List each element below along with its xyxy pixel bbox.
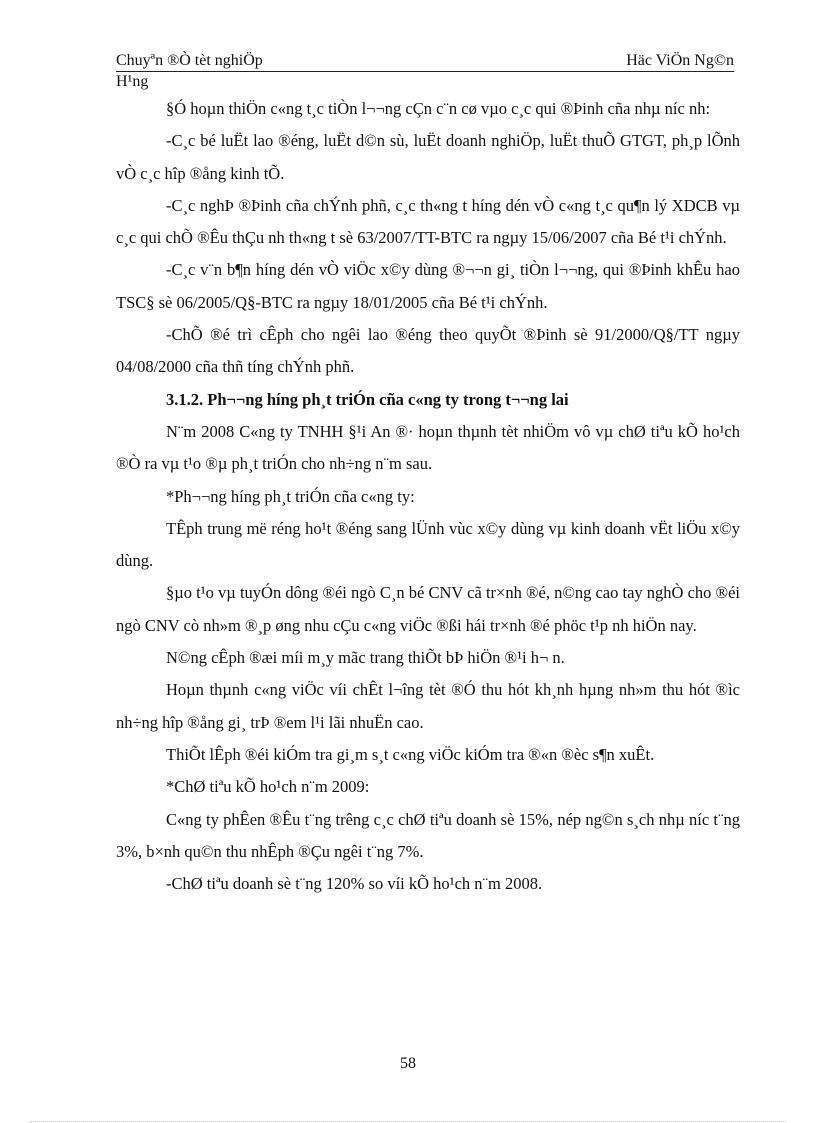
paragraph: §µo t¹o vµ tuyÓn dông ®éi ngò C¸n bé CNV cã tr×nh ®é, n©ng cao tay nghÒ cho ®éi ngò CNV cò nh»m ®¸p øng nhu cÇu c«ng viÖc ®ßi hái tr×nh ®é phöc t¹p nh hiÖn nay. [116, 583, 740, 635]
header-right-title: Häc ViÖn Ng©n [626, 52, 734, 69]
document-body [116, 93, 740, 900]
paragraph: §Ó hoµn thiÖn c«ng t¸c tiÒn l¬¬ng cÇn c¨n cø vµo c¸c qui ®Þinh cña nhµ níc nh: [166, 99, 711, 118]
header-rule [116, 51, 734, 72]
paragraph: -ChØ tiªu doanh sè t¨ng 120% so víi kÕ ho¹ch n¨m 2008. [166, 874, 543, 894]
paragraph: TÊph trung më réng ho¹t ®éng sang lÜnh vùc x©y dùng vµ kinh doanh vËt liÖu x©y dùng. [116, 518, 740, 571]
paragraph: -C¸c bé luËt lao ®éng, luËt d©n sù, luËt doanh nghiÖp, luËt thuÕ GTGT, ph¸p lÕnh vÒ c¸c hîp ®ång kinh tÕ. [116, 131, 740, 183]
paragraph: *ChØ tiªu kÕ ho¹ch n¨m 2009: [166, 777, 370, 797]
paragraph: C«ng ty phÊen ®Êu t¨ng trêng c¸c chØ tiªu doanh sè 15%, nép ng©n s¸ch nhµ níc t¨ng 3%, b×nh qu©n thu nhÊph ®Çu ngêi t¨ng 7%. [116, 809, 740, 861]
page-header [116, 51, 734, 92]
page-bottom-divider [30, 1121, 786, 1122]
paragraph: -C¸c v¨n b¶n híng dén vÒ viÖc x©y dùng ®¬¬n gi¸ tiÒn l¬¬ng, qui ®Þinh khÊu hao TSC§ sè 06/2005/Q§-BTC ra ngµy 18/01/2005 cña Bé t¹i chÝnh. [116, 260, 740, 312]
paragraph: -ChÕ ®é trì cÊph cho ngêi lao ®éng theo quyÕt ®Þinh sè 91/2000/Q§/TT ngµy 04/08/2000 cña thñ tíng chÝnh phñ. [116, 325, 740, 377]
paragraph: ThiÕt lÊph ®éi kiÓm tra gi¸m s¸t c«ng viÖc kiÓm tra ®«n ®èc s¶n xuÊt. [166, 744, 655, 764]
paragraph: -C¸c nghÞ ®Þinh cña chÝnh phñ, c¸c th«ng t híng dén vÒ c«ng t¸c qu¶n lý XDCB vµ c¸c qui chÕ ®Êu thÇu nh th«ng t sè 63/2007/TT-BTC ra ngµy 15/06/2007 cña Bé t¹i chÝnh. [116, 195, 740, 248]
section-heading: 3.1.2. Ph¬¬ng híng ph¸t triÓn cña c«ng ty trong t¬¬ng lai [166, 389, 569, 409]
paragraph: Hoµn thµnh c«ng viÖc víi chÊt l¬îng tèt ®Ó thu hót kh¸nh hµng nh»m thu hót ®ìc nh÷ng hîp ®ång gi¸ trÞ ®em l¹i lãi nhuËn cao. [116, 680, 740, 732]
page-number: 58 [400, 1055, 416, 1072]
paragraph: N¨m 2008 C«ng ty TNHH §¹i An ®· hoµn thµnh tèt nhiÖm vô vµ chØ tiªu kÕ ho¹ch ®Ò ra vµ t¹o ®µ ph¸t triÓn cho nh÷ng n¨m sau. [116, 421, 740, 474]
paragraph: *Ph¬¬ng híng ph¸t triÓn cña c«ng ty: [166, 486, 415, 506]
header-continuation: H¹ng [116, 73, 149, 90]
paragraph: N©ng cÊph ®æi míi m¸y mãc trang thiÕt bÞ hiÖn ®¹i h¬ n. [166, 648, 565, 668]
header-left-title: Chuyªn ®Ò tèt nghiÖp [116, 52, 263, 69]
